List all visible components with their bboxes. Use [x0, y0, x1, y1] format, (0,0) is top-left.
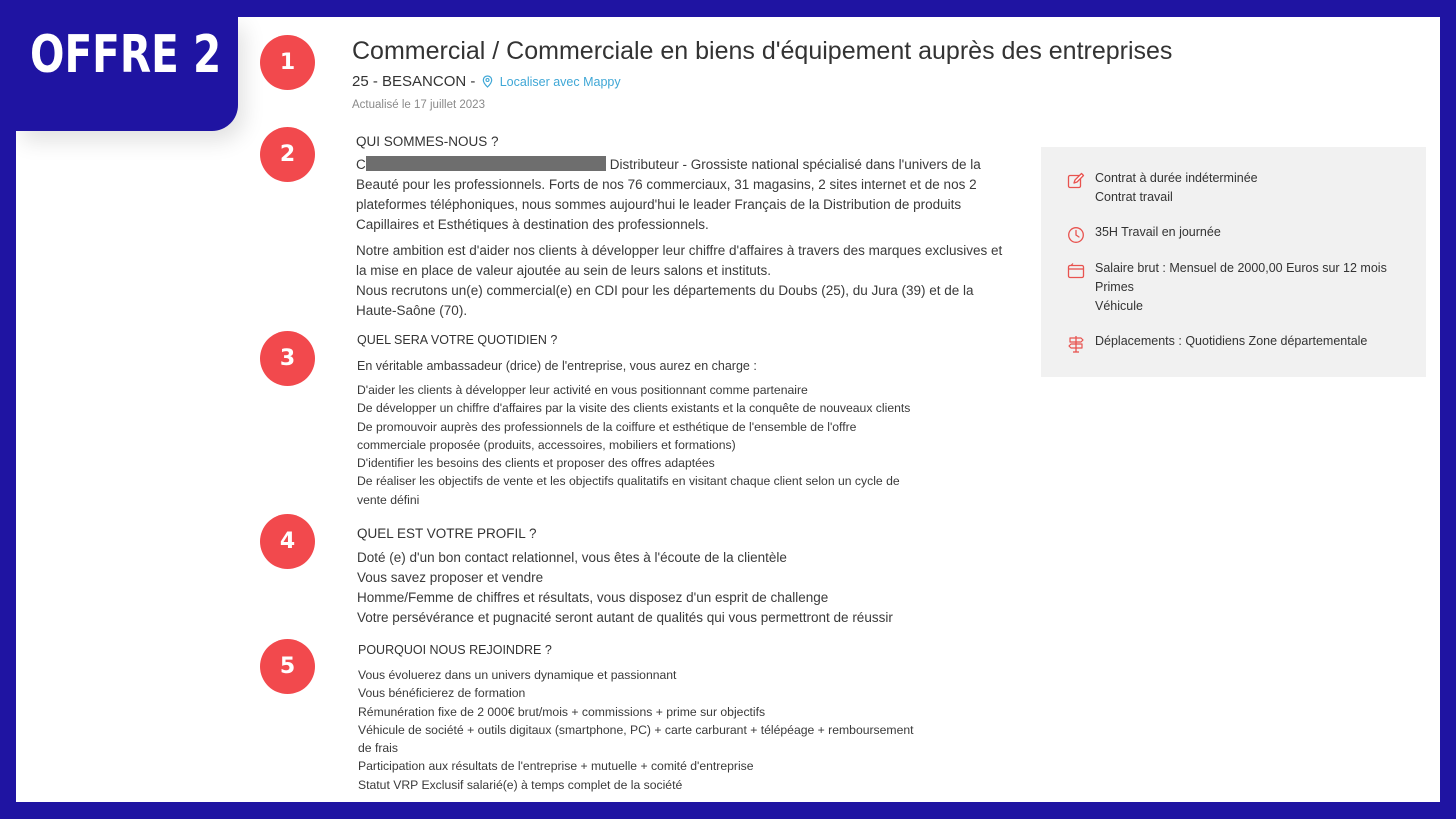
- salary-vehicle: Véhicule: [1095, 299, 1143, 313]
- step-number-3: 3: [260, 331, 315, 386]
- list-item: Véhicule de société + outils digitaux (smartphone, PC) + carte carburant + télépéage + remboursement: [358, 722, 914, 737]
- list-item: de frais: [358, 741, 398, 756]
- contract-kind: Contrat travail: [1095, 190, 1173, 204]
- salary-amount: Salaire brut : Mensuel de 2000,00 Euros sur 12 mois: [1095, 261, 1387, 275]
- offer-badge-label: OFFRE 2: [30, 25, 222, 85]
- list-item: Homme/Femme de chiffres et résultats, vous disposez d'un esprit de challenge: [357, 590, 829, 605]
- list-item: Statut VRP Exclusif salarié(e) à temps complet de la société: [358, 777, 683, 792]
- wallet-icon: [1067, 262, 1085, 280]
- section-daily-title: QUEL SERA VOTRE QUOTIDIEN ?: [357, 333, 558, 347]
- list-item: Vous évoluerez dans un univers dynamique et passionnant: [358, 668, 677, 682]
- list-item: De réaliser les objectifs de vente et les objectifs qualitatifs en visitant chaque client selon un cycle de: [357, 474, 900, 489]
- section-why-list: [358, 666, 914, 794]
- salary-text: [1095, 259, 1387, 316]
- list-item: Votre persévérance et pugnacité seront autant de qualités qui vous permettront de réussir: [357, 610, 893, 625]
- travel-text: [1095, 332, 1367, 351]
- section-about-title: QUI SOMMES-NOUS ?: [356, 134, 499, 149]
- salary-bonus: Primes: [1095, 280, 1134, 294]
- schedule-text: [1095, 223, 1221, 242]
- updated-date: Actualisé le 17 juillet 2023: [352, 99, 485, 111]
- job-location: [352, 73, 621, 92]
- job-offer-page: [16, 17, 1440, 802]
- job-title: Commercial / Commerciale en biens d'équipement auprès des entreprises: [352, 37, 1173, 65]
- list-item: D'identifier les besoins des clients et proposer des offres adaptées: [357, 456, 715, 471]
- job-details-sidebar: [1041, 147, 1426, 377]
- list-item: Vous bénéficierez de formation: [358, 686, 526, 701]
- list-item: Vous savez proposer et vendre: [357, 570, 544, 585]
- list-item: Participation aux résultats de l'entreprise + mutuelle + comité d'entreprise: [358, 759, 754, 774]
- section-profile-list: [357, 548, 893, 628]
- section-why-title: POURQUOI NOUS REJOINDRE ?: [358, 643, 552, 657]
- location-text: 25 - BESANCON -: [352, 73, 476, 90]
- clock-icon: [1067, 226, 1085, 244]
- section-daily-intro: En véritable ambassadeur (drice) de l'entreprise, vous aurez en charge :: [357, 359, 757, 373]
- list-item: De promouvoir auprès des professionnels de la coiffure et esthétique de l'ensemble de l'offre: [357, 419, 857, 434]
- offer-badge: [16, 17, 238, 131]
- section-about-paragraph-3: Nous recrutons un(e) commercial(e) en CDI pour les départements du Doubs (25), du Jura (39) et de la Haute-Saône (70).: [356, 283, 974, 318]
- list-item: D'aider les clients à développer leur activité en vous positionnant comme partenaire: [357, 383, 808, 397]
- company-initial: C: [356, 157, 366, 172]
- redacted-company-name: [366, 156, 606, 171]
- list-item: Rémunération fixe de 2 000€ brut/mois + commissions + prime sur objectifs: [358, 704, 766, 719]
- map-link[interactable]: Localiser avec Mappy: [499, 75, 621, 89]
- section-daily-list: [357, 381, 910, 509]
- schedule-hours: 35H Travail en journée: [1095, 225, 1221, 239]
- step-number-5: 5: [260, 639, 315, 694]
- list-item: De développer un chiffre d'affaires par la visite des clients existants et la conquête de nouveaux clients: [357, 401, 911, 416]
- edit-icon: [1067, 172, 1085, 190]
- contract-type: Contrat à durée indéterminée: [1095, 171, 1258, 185]
- map-pin-icon[interactable]: [482, 75, 493, 92]
- list-item: Doté (e) d'un bon contact relationnel, vous êtes à l'écoute de la clientèle: [357, 550, 787, 565]
- section-about-paragraph-1: [356, 155, 1011, 235]
- travel-details: Déplacements : Quotidiens Zone départementale: [1095, 334, 1368, 348]
- list-item: vente défini: [357, 492, 420, 507]
- contract-text: [1095, 169, 1258, 207]
- section-about-paragraph-2: Notre ambition est d'aider nos clients à développer leur chiffre d'affaires à travers des marques exclusives et la mise en place de valeur ajoutée au sein de leurs salons et instituts.: [356, 243, 1003, 278]
- signpost-icon: [1067, 335, 1085, 353]
- list-item: commerciale proposée (produits, accessoires, mobiliers et formations): [357, 437, 736, 452]
- step-number-1: 1: [260, 35, 315, 90]
- about-text: Distributeur - Grossiste national spécialisé dans l'univers de la Beauté pour les professionnels. Forts de nos 76 commerciaux, 31 magasins, 2 sites internet et de nos 2 plateformes téléphoniques, nous sommes aujourd'hui le leader Français de la Distribution de produits Capillaires et Esthétiques à destination des professionnels.: [356, 157, 981, 232]
- step-number-4: 4: [260, 514, 315, 569]
- step-number-2: 2: [260, 127, 315, 182]
- section-profile-title: QUEL EST VOTRE PROFIL ?: [357, 526, 537, 541]
